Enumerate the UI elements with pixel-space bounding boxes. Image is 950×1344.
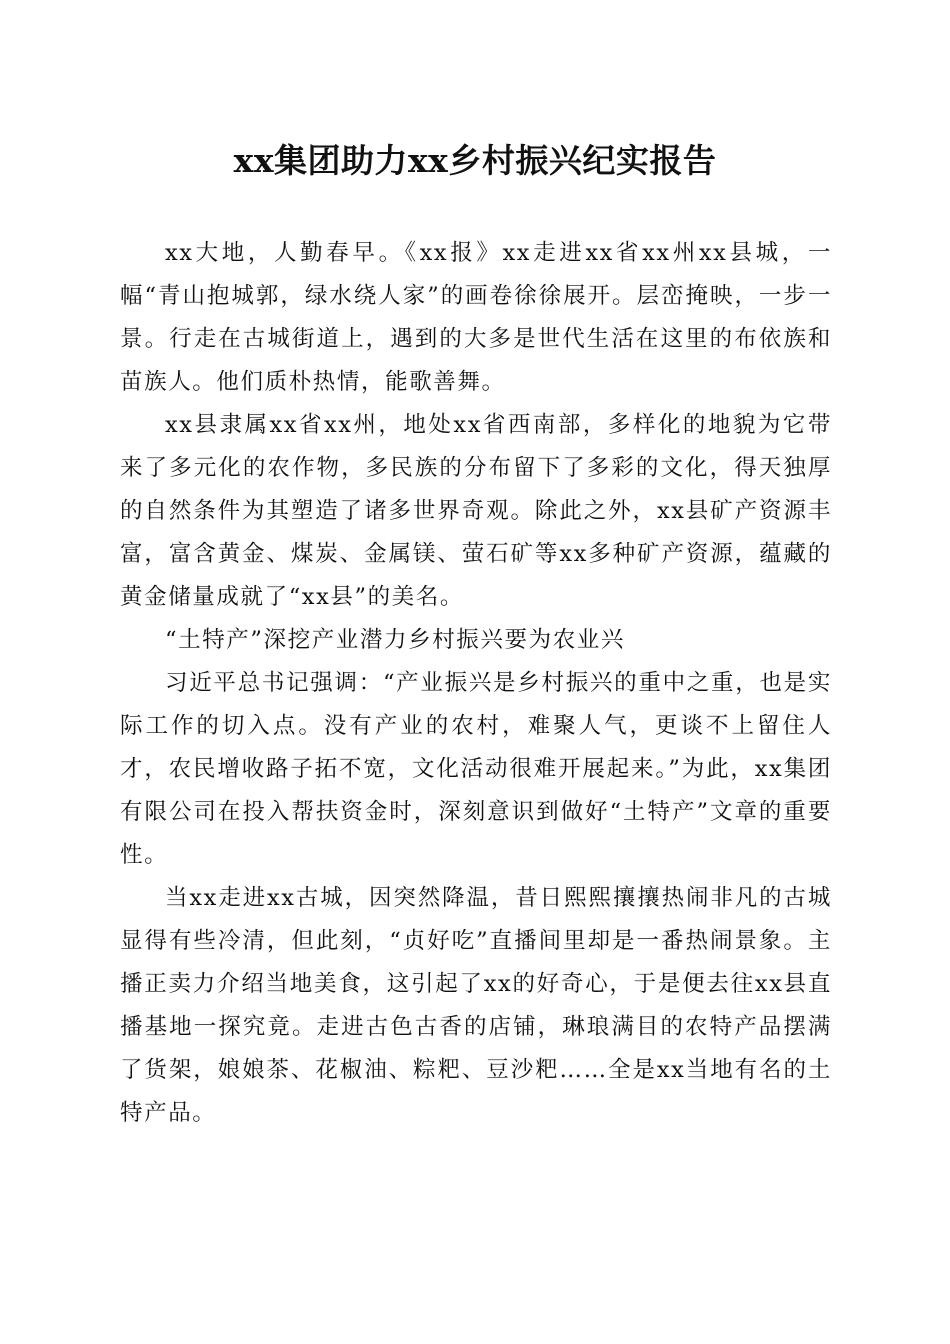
paragraph-county-overview: xx县隶属xx省xx州，地处xx省西南部，多样化的地貌为它带来了多元化的农作物，多民族的分布留下了多彩的文化，得天独厚的自然条件为其塑造了诸多世界奇观。除此之外，xx县矿产资源丰富，富含黄金、煤炭、金属镁、萤石矿等xx多种矿产资源，蕴藏的黄金储量成就了“xx县”的美名。 — [120, 412, 832, 610]
paragraph-industry: 习近平总书记强调：“产业振兴是乡村振兴的重中之重，也是实际工作的切入点。没有产业的农村，难聚人气，更谈不上留住人才，农民增收路子拓不宽，文化活动很难开展起来。”为此，xx集团有限公司在投入帮扶资金时，深刻意识到做好“土特产”文章的重要性。 — [120, 670, 832, 868]
document-body — [120, 232, 832, 1135]
document-title: xx集团助力xx乡村振兴纪实报告 — [233, 141, 717, 180]
paragraph-livestream: 当xx走进xx古城，因突然降温，昔日熙熙攘攘热闹非凡的古城显得有些冷清，但此刻，“贞好吃”直播间里却是一番热闹景象。主播正卖力介绍当地美食，这引起了xx的好奇心，于是便去往xx县直播基地一探究竟。走进古色古香的店铺，琳琅满目的农特产品摆满了货架，娘娘茶、花椒油、粽粑、豆沙粑……全是xx当地有名的土特产品。 — [120, 885, 832, 1126]
paragraph-intro: xx大地，人勤春早。《xx报》xx走进xx省xx州xx县城，一幅“青山抱城郭，绿水绕人家”的画卷徐徐展开。层峦掩映，一步一景。行走在古城街道上，遇到的大多是世代生活在这里的布依族和苗族人。他们质朴热情，能歌善舞。 — [120, 240, 832, 395]
section-heading: “土特产”深挖产业潜力乡村振兴要为农业兴 — [165, 627, 626, 653]
